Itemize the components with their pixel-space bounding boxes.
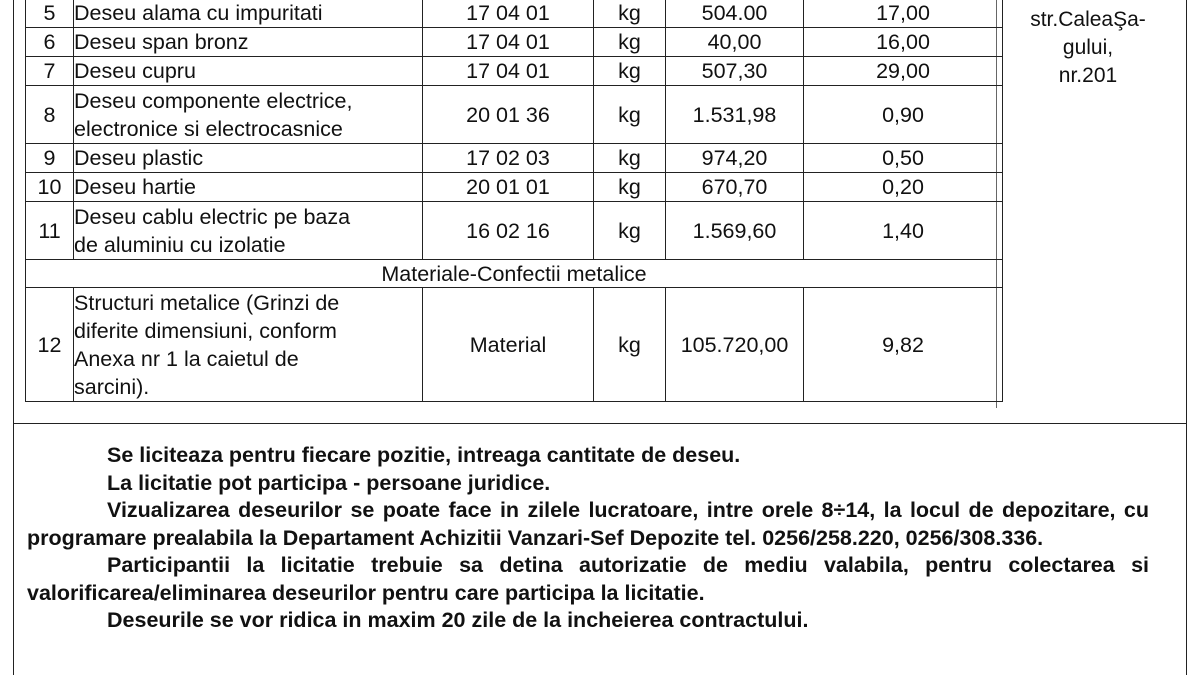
item-name-line: Anexa nr 1 la caietul de (74, 346, 299, 371)
quantity: 1.569,60 (666, 202, 804, 260)
quantity: 504.00 (666, 0, 804, 28)
row-number: 9 (26, 144, 74, 173)
note-paragraph: Participantii la licitatie trebuie sa detina autorizatie de mediu valabila, pentru colectarea si valorificarea/eliminarea deseurilor pentru care participa la licitatie. (27, 553, 1149, 605)
address-line: gului, (1062, 36, 1114, 59)
unit: kg (594, 0, 666, 28)
row-number: 8 (26, 86, 74, 144)
page-frame-right-border (1186, 0, 1187, 675)
address-line: nr.201 (1058, 64, 1118, 87)
note-paragraph: Se liciteaza pentru fiecare pozitie, intreaga cantitate de deseu. (107, 443, 741, 467)
price: 0,90 (804, 86, 1003, 144)
table-row (26, 0, 1003, 28)
item-name (74, 86, 423, 144)
unit: kg (594, 202, 666, 260)
waste-code: 17 02 03 (423, 144, 594, 173)
table-row (26, 144, 1003, 173)
unit: kg (594, 28, 666, 57)
page-frame-divider (13, 423, 1186, 424)
note-paragraph: Deseurile se vor ridica in maxim 20 zile de la incheierea contractului. (107, 608, 809, 632)
unit: kg (594, 288, 666, 402)
section-title: Materiale-Confectii metalice (26, 260, 1003, 288)
item-name-line: de aluminiu cu izolatie (74, 232, 286, 257)
unit: kg (594, 173, 666, 202)
price: 9,82 (804, 288, 1003, 402)
item-name-line: diferite dimensiuni, conform (74, 318, 337, 343)
table-section-row (26, 260, 1003, 288)
item-name-line: electronice si electrocasnice (74, 116, 343, 141)
page-frame-left-border (13, 0, 14, 675)
table-row (26, 288, 1003, 402)
waste-code: Material (423, 288, 594, 402)
table-row (26, 28, 1003, 57)
item-name (74, 288, 423, 402)
row-number: 6 (26, 28, 74, 57)
item-name: Deseu hartie (74, 173, 423, 202)
quantity: 670,70 (666, 173, 804, 202)
waste-code: 16 02 16 (423, 202, 594, 260)
item-name: Deseu plastic (74, 144, 423, 173)
table-row (26, 86, 1003, 144)
waste-code: 17 04 01 (423, 28, 594, 57)
row-number: 5 (26, 0, 74, 28)
item-name: Deseu span bronz (74, 28, 423, 57)
waste-code: 20 01 01 (423, 173, 594, 202)
quantity: 507,30 (666, 57, 804, 86)
table-row (26, 57, 1003, 86)
item-name-line: Deseu cablu electric pe baza (74, 204, 351, 229)
note-paragraph: La licitatie pot participa - persoane juridice. (107, 470, 551, 495)
table-row (26, 173, 1003, 202)
item-name: Deseu cupru (74, 57, 423, 86)
row-number: 12 (26, 288, 74, 402)
item-name-line: sarcini). (74, 374, 150, 399)
auction-notes (27, 442, 1149, 635)
price: 0,20 (804, 173, 1003, 202)
item-name (74, 202, 423, 260)
price: 0,50 (804, 144, 1003, 173)
item-name-line: Deseu componente electrice, (74, 88, 353, 113)
quantity: 40,00 (666, 28, 804, 57)
price: 17,00 (804, 0, 1003, 28)
waste-table (25, 0, 1003, 402)
item-name-line: Structuri metalice (Grinzi de (74, 290, 340, 315)
storage-address (1012, 6, 1164, 90)
quantity: 974,20 (666, 144, 804, 173)
table-row (26, 202, 1003, 260)
unit: kg (594, 57, 666, 86)
note-paragraph: Vizualizarea deseurilor se poate face in zilele lucratoare, intre orele 8÷14, la locul de depozitare, cu programare prealabila la Departament Achizitii Vanzari-Sef Depozite tel. 0256/258.220, 0256/308.336. (27, 498, 1149, 550)
price: 16,00 (804, 28, 1003, 57)
row-number: 7 (26, 57, 74, 86)
quantity: 105.720,00 (666, 288, 804, 402)
waste-code: 20 01 36 (423, 86, 594, 144)
address-line: str.CaleaŞa- (1030, 8, 1146, 31)
price: 29,00 (804, 57, 1003, 86)
price: 1,40 (804, 202, 1003, 260)
unit: kg (594, 144, 666, 173)
waste-code: 17 04 01 (423, 0, 594, 28)
row-number: 10 (26, 173, 74, 202)
unit: kg (594, 86, 666, 144)
item-name: Deseu alama cu impuritati (74, 0, 423, 28)
quantity: 1.531,98 (666, 86, 804, 144)
waste-code: 17 04 01 (423, 57, 594, 86)
row-number: 11 (26, 202, 74, 260)
